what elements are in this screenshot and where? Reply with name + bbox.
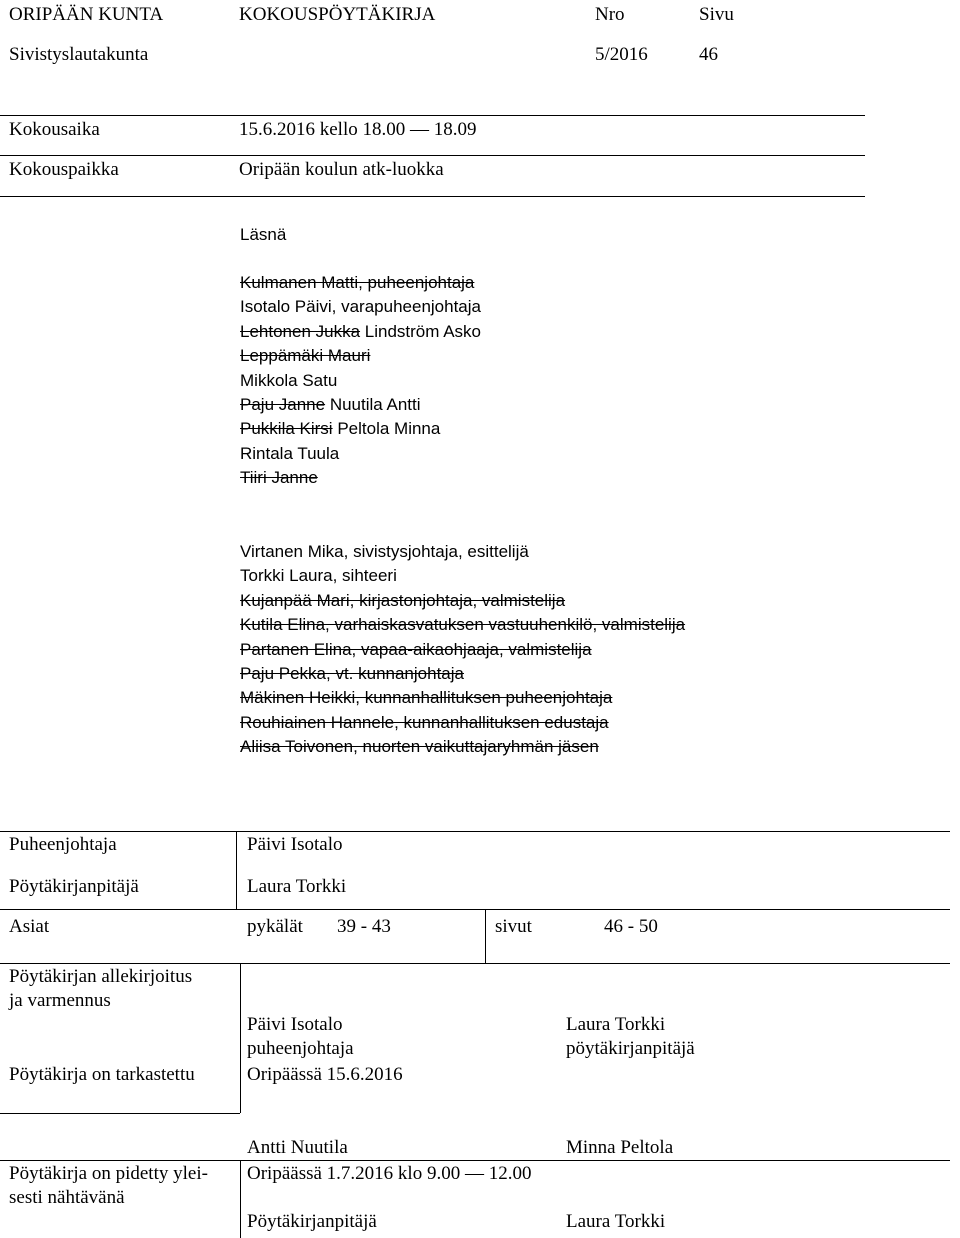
public-label-line2: sesti nähtävänä xyxy=(9,1187,125,1208)
member-name: Tiiri Janne xyxy=(240,468,318,488)
meeting-place-value: Oripään koulun atk-luokka xyxy=(239,159,444,180)
checker2-name: Minna Peltola xyxy=(566,1137,674,1158)
sections-label: pykälät xyxy=(247,916,303,937)
checked-value: Oripäässä 15.6.2016 xyxy=(247,1064,403,1085)
attendee-row: Torkki Laura, sihteeri xyxy=(240,566,397,586)
chair-label: Puheenjohtaja xyxy=(9,834,117,855)
member-name: Lehtonen Jukka xyxy=(240,321,361,341)
meeting-place-label: Kokouspaikka xyxy=(9,159,119,180)
divider xyxy=(0,115,865,116)
divider xyxy=(240,1160,241,1238)
chair-name: Päivi Isotalo xyxy=(247,834,343,855)
secretary-label: Pöytäkirjanpitäjä xyxy=(9,876,139,897)
member-name: Leppämäki Mauri xyxy=(240,346,371,366)
member-row xyxy=(240,443,339,465)
substitute-name: Lindström Asko xyxy=(364,321,482,341)
signing-label-line2: ja varmennus xyxy=(9,990,111,1011)
signer1-role: puheenjohtaja xyxy=(247,1038,354,1059)
public-display-value: Oripäässä 1.7.2016 klo 9.00 — 12.00 xyxy=(247,1163,532,1184)
matters-label: Asiat xyxy=(9,916,50,937)
attendee-row: Rouhiainen Hannele, kunnanhallituksen edustaja xyxy=(240,712,609,732)
checker1-name: Antti Nuutila xyxy=(247,1137,348,1158)
member-name: Kulmanen Matti, puheenjohtaja xyxy=(240,273,475,292)
divider xyxy=(0,831,950,832)
document-type: KOKOUSPÖYTÄKIRJA xyxy=(239,4,436,25)
attendee-row: Kujanpää Mari, kirjastonjohtaja, valmistelija xyxy=(240,590,566,610)
divider xyxy=(0,196,865,197)
nro-label: Nro xyxy=(595,4,625,25)
municipality-name: ORIPÄÄN KUNTA xyxy=(9,4,164,25)
signer2-name: Laura Torkki xyxy=(566,1014,666,1035)
meeting-time-label: Kokousaika xyxy=(9,119,100,140)
substitute-name: Nuutila Antti xyxy=(329,395,421,414)
attendee-row: Virtanen Mika, sivistysjohtaja, esittelijä xyxy=(240,542,529,561)
public-role-label: Pöytäkirjanpitäjä xyxy=(247,1211,377,1232)
member-name: Rintala Tuula xyxy=(240,443,340,463)
signer2-role: pöytäkirjanpitäjä xyxy=(566,1038,695,1059)
member-row xyxy=(240,345,370,367)
divider xyxy=(0,963,950,964)
member-row xyxy=(240,370,337,392)
attendee-row: Aliisa Toivonen, nuorten vaikuttajaryhmän jäsen xyxy=(240,737,599,757)
sections-value: 39 - 43 xyxy=(337,916,391,937)
member-row xyxy=(240,321,481,343)
public-label-line1: Pöytäkirja on pidetty ylei- xyxy=(9,1163,208,1184)
substitute-name: Peltola Minna xyxy=(337,419,441,439)
member-name: Isotalo Päivi, varapuheenjohtaja xyxy=(240,297,481,317)
member-row xyxy=(240,394,421,416)
divider xyxy=(0,1160,950,1161)
meeting-time-value: 15.6.2016 kello 18.00 — 18.09 xyxy=(239,119,477,140)
member-row xyxy=(240,467,318,489)
attendee-row: Mäkinen Heikki, kunnanhallituksen puheenjohtaja xyxy=(240,688,613,708)
member-name: Paju Janne xyxy=(240,395,326,414)
divider xyxy=(0,155,865,156)
pages-value: 46 - 50 xyxy=(604,916,658,937)
member-row xyxy=(240,272,474,294)
divider xyxy=(0,909,950,910)
present-label: Läsnä xyxy=(240,225,287,244)
divider xyxy=(236,831,237,909)
nro-value: 5/2016 xyxy=(595,44,648,65)
divider xyxy=(485,909,486,963)
secretary-name: Laura Torkki xyxy=(247,876,347,897)
public-role-name: Laura Torkki xyxy=(566,1211,666,1232)
sivu-value: 46 xyxy=(699,44,718,65)
member-row xyxy=(240,418,440,440)
signing-label-line1: Pöytäkirjan allekirjoitus xyxy=(9,966,193,987)
pages-label: sivut xyxy=(495,916,532,937)
member-name: Pukkila Kirsi xyxy=(240,419,333,439)
board-name: Sivistyslautakunta xyxy=(9,44,149,65)
attendee-row: Partanen Elina, vapaa-aikaohjaaja, valmistelija xyxy=(240,639,592,659)
divider xyxy=(240,963,241,1113)
checked-label: Pöytäkirja on tarkastettu xyxy=(9,1064,195,1085)
attendee-row: Paju Pekka, vt. kunnanjohtaja xyxy=(240,664,464,683)
divider xyxy=(0,1113,240,1114)
member-row xyxy=(240,296,481,318)
attendee-row: Kutila Elina, varhaiskasvatuksen vastuuhenkilö, valmistelija xyxy=(240,615,686,635)
member-name: Mikkola Satu xyxy=(240,370,338,390)
sivu-label: Sivu xyxy=(699,4,734,25)
signer1-name: Päivi Isotalo xyxy=(247,1014,343,1035)
